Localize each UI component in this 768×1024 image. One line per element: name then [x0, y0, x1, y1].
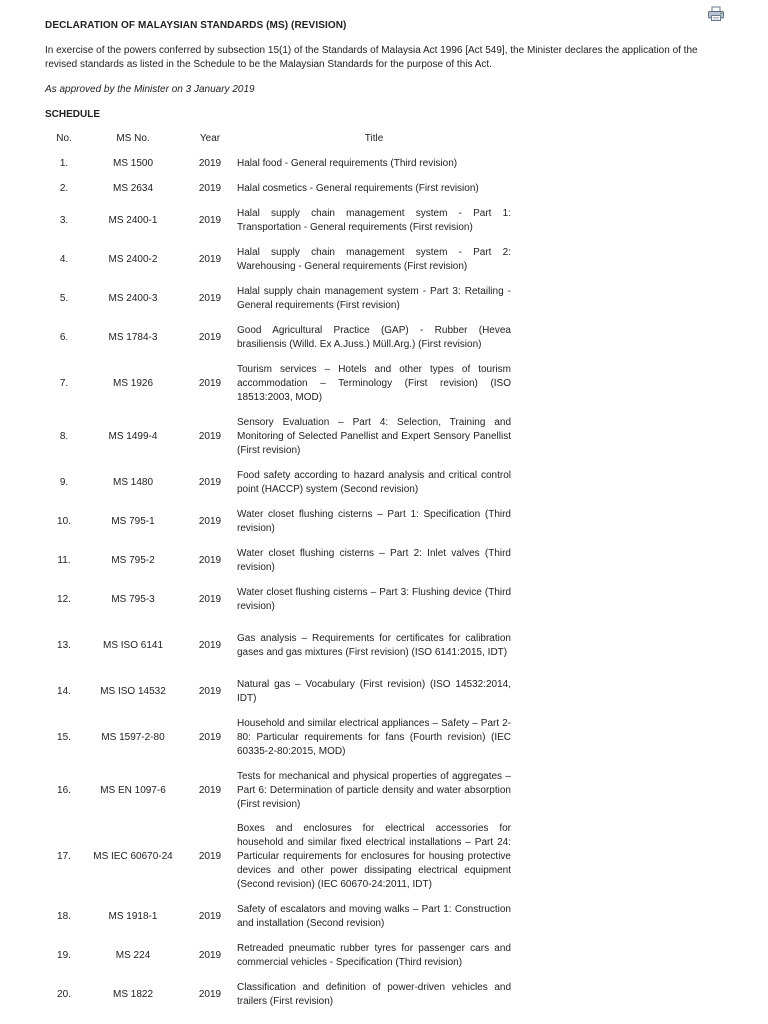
row-title: Sensory Evaluation – Part 4: Selection, Training and Monitoring of Selected Panellist and Expert Sensory Panellist (First revision) [237, 416, 511, 456]
table-row [45, 410, 511, 463]
row-ms-number: MS 795-3 [111, 593, 155, 605]
row-ms-number: MS 1926 [112, 377, 154, 389]
row-year: 2019 [198, 685, 222, 697]
row-title: Halal supply chain management system - Part 3: Retailing - General requirements (First revision) [237, 285, 511, 311]
row-ms-number: MS EN 1097-6 [100, 784, 166, 796]
row-number: 19. [57, 949, 71, 961]
row-ms-number: MS 1500 [112, 157, 154, 169]
row-number: 11. [57, 554, 71, 566]
table-row [45, 279, 511, 318]
row-year: 2019 [198, 253, 222, 265]
row-ms-number: MS 224 [115, 949, 151, 961]
row-ms-number: MS 1918-1 [108, 910, 158, 922]
row-title: Good Agricultural Practice (GAP) - Rubber (Hevea brasiliensis (Willd. Ex A.Juss.) Müll.Arg.) (First revision) [237, 324, 511, 350]
row-title: Boxes and enclosures for electrical accessories for household and similar fixed electrical installations – Part 24: Particular requirements for enclosures for housing protective devices and other power dissipating electrical equipment (Second revision) (IEC 60670-24:2011, IDT) [237, 823, 511, 890]
row-number: 18. [57, 910, 71, 922]
table-row [45, 318, 511, 357]
row-number: 9. [59, 476, 69, 488]
table-row [45, 463, 511, 502]
row-title: Halal food - General requirements (Third revision) [237, 157, 458, 169]
row-title: Household and similar electrical appliances – Safety – Part 2-80: Particular requirements for fans (Fourth revision) (IEC 60335-2-80:2015, MOD) [237, 717, 511, 757]
row-year: 2019 [198, 784, 222, 796]
schedule-heading: SCHEDULE [45, 109, 101, 120]
row-number: 4. [59, 253, 69, 265]
row-year: 2019 [198, 949, 222, 961]
print-button[interactable] [707, 6, 725, 22]
row-year: 2019 [198, 214, 222, 226]
row-number: 16. [57, 784, 71, 796]
row-number: 13. [57, 639, 71, 651]
row-title: Tests for mechanical and physical properties of aggregates – Part 6: Determination of particle density and water absorption (First revision) [237, 770, 511, 810]
table-row [45, 619, 511, 672]
row-year: 2019 [198, 331, 222, 343]
header-year: Year [199, 133, 221, 144]
row-year: 2019 [198, 910, 222, 922]
row-year: 2019 [198, 851, 222, 862]
row-title: Water closet flushing cisterns – Part 3: Flushing device (Third revision) [237, 586, 511, 612]
row-year: 2019 [198, 515, 222, 527]
table-row [45, 151, 511, 176]
table-row [45, 176, 511, 201]
table-row [45, 580, 511, 619]
row-ms-number: MS ISO 6141 [102, 639, 164, 651]
page-title: DECLARATION OF MALAYSIAN STANDARDS (MS) (REVISION) [45, 20, 347, 31]
row-year: 2019 [198, 157, 222, 169]
row-year: 2019 [198, 377, 222, 389]
row-number: 7. [59, 377, 69, 389]
row-year: 2019 [198, 731, 222, 743]
table-row [45, 711, 511, 764]
row-title: Classification and definition of power-driven vehicles and trailers (First revision) [237, 981, 511, 1007]
row-title: Halal cosmetics - General requirements (First revision) [237, 182, 479, 194]
row-number: 1. [59, 157, 69, 169]
table-row [45, 201, 511, 240]
row-year: 2019 [198, 182, 222, 194]
header-no: No. [56, 133, 72, 144]
row-ms-number: MS 1499-4 [108, 430, 158, 442]
row-year: 2019 [198, 292, 222, 304]
header-title: Title [364, 133, 384, 144]
table-row [45, 672, 511, 711]
row-year: 2019 [198, 430, 222, 442]
table-row [45, 897, 511, 936]
row-ms-number: MS IEC 60670-24 [93, 851, 173, 862]
row-title: Water closet flushing cisterns – Part 1: Specification (Third revision) [237, 508, 511, 534]
row-number: 8. [59, 430, 69, 442]
table-row [45, 240, 511, 279]
table-row [45, 764, 511, 817]
row-year: 2019 [198, 639, 222, 651]
row-number: 3. [59, 214, 69, 226]
row-title: Halal supply chain management system - Part 1: Transportation - General requirements (First revision) [237, 207, 511, 233]
row-title: Safety of escalators and moving walks – Part 1: Construction and installation (Second revision) [237, 903, 511, 929]
table-body [45, 151, 511, 1014]
printer-icon [707, 6, 725, 22]
row-number: 5. [59, 292, 69, 304]
row-number: 6. [59, 331, 69, 343]
row-number: 15. [57, 731, 71, 743]
row-title: Halal supply chain management system - Part 2: Warehousing - General requirements (First revision) [237, 246, 511, 272]
row-ms-number: MS 1480 [112, 476, 154, 488]
row-number: 12. [57, 593, 71, 605]
table-header-row [45, 127, 511, 151]
row-ms-number: MS 1822 [112, 988, 154, 1000]
row-ms-number: MS 795-2 [111, 554, 155, 566]
row-ms-number: MS 1784-3 [108, 331, 158, 343]
row-title: Retreaded pneumatic rubber tyres for passenger cars and commercial vehicles - Specification (Third revision) [237, 942, 511, 968]
table-row [45, 936, 511, 975]
header-ms-no: MS No. [116, 133, 150, 144]
row-title: Natural gas – Vocabulary (First revision) (ISO 14532:2014, IDT) [237, 678, 511, 704]
row-number: 14. [57, 685, 71, 697]
row-title: Food safety according to hazard analysis and critical control point (HACCP) system (Second revision) [237, 469, 511, 495]
row-number: 2. [59, 182, 69, 194]
row-number: 17. [57, 851, 71, 862]
row-ms-number: MS ISO 14532 [100, 685, 166, 697]
approval-note: As approved by the Minister on 3 January 2019 [45, 84, 255, 95]
row-number: 20. [57, 988, 71, 1000]
row-year: 2019 [198, 476, 222, 488]
row-year: 2019 [198, 593, 222, 605]
row-ms-number: MS 2400-3 [108, 292, 158, 304]
row-year: 2019 [198, 988, 222, 1000]
intro-paragraph: In exercise of the powers conferred by subsection 15(1) of the Standards of Malaysia Act 1996 [Act 549], the Minister declares the application of the revised standards as listed in the Schedule to be the Malaysian Standards for the purpose of this Act. [45, 45, 698, 70]
row-ms-number: MS 1597-2-80 [101, 731, 165, 743]
table-row [45, 541, 511, 580]
schedule-table [45, 127, 511, 1014]
row-title: Gas analysis – Requirements for certificates for calibration gases and gas mixtures (First revision) (ISO 6141:2015, IDT) [237, 632, 511, 658]
row-ms-number: MS 2400-2 [108, 253, 158, 265]
row-year: 2019 [198, 554, 222, 566]
row-ms-number: MS 2400-1 [108, 214, 158, 226]
table-row [45, 357, 511, 410]
row-ms-number: MS 2634 [112, 182, 154, 194]
table-row [45, 502, 511, 541]
row-number: 10. [57, 515, 71, 527]
row-title: Water closet flushing cisterns – Part 2: Inlet valves (Third revision) [237, 547, 511, 573]
row-ms-number: MS 795-1 [111, 515, 155, 527]
table-row [45, 975, 511, 1014]
table-row [45, 817, 511, 897]
row-title: Tourism services – Hotels and other types of tourism accommodation – Terminology (First revision) (ISO 18513:2003, MOD) [237, 363, 511, 403]
